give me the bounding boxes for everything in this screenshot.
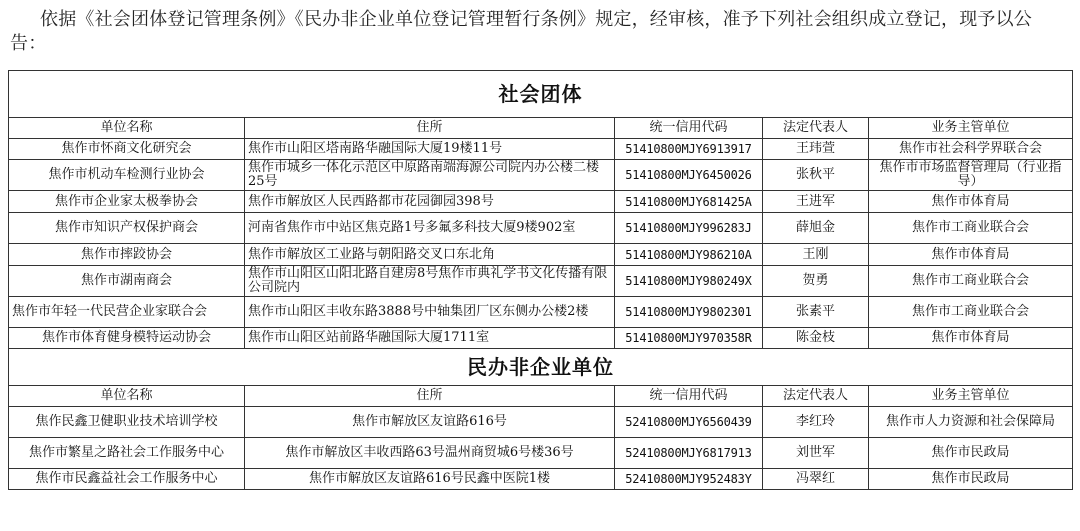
credit-code-cell: 51410800MJY6450026 — [615, 160, 763, 191]
column-header: 业务主管单位 — [869, 386, 1073, 407]
legal-rep-cell: 贺勇 — [763, 266, 869, 297]
legal-rep-cell: 冯翠红 — [763, 469, 869, 490]
table-row — [9, 160, 1073, 191]
credit-code-cell: 51410800MJY681425A — [615, 191, 763, 213]
supervisor-cell: 焦作市民政局 — [869, 438, 1073, 469]
address-cell: 焦作市山阳区站前路华融国际大厦1711室 — [245, 328, 615, 349]
column-header: 单位名称 — [9, 386, 245, 407]
org-name-cell: 焦作市机动车检测行业协会 — [9, 160, 245, 191]
announcement-intro: 依据《社会团体登记管理条例》《民办非企业单位登记管理暂行条例》规定，经审核，准予下列社会组织成立登记，现予以公告： — [10, 9, 1032, 54]
address-cell: 焦作市解放区丰收西路63号温州商贸城6号楼36号 — [245, 438, 615, 469]
column-header: 统一信用代码 — [615, 118, 763, 139]
section-title: 民办非企业单位 — [9, 349, 1073, 386]
supervisor-cell: 焦作市体育局 — [869, 328, 1073, 349]
table-row — [9, 469, 1073, 490]
column-header: 单位名称 — [9, 118, 245, 139]
legal-rep-cell: 王进军 — [763, 191, 869, 213]
column-header: 法定代表人 — [763, 118, 869, 139]
org-name-cell: 焦作市企业家太极拳协会 — [9, 191, 245, 213]
credit-code-cell: 52410800MJY6817913 — [615, 438, 763, 469]
credit-code-cell: 51410800MJY996283J — [615, 213, 763, 244]
credit-code-cell: 51410800MJY980249X — [615, 266, 763, 297]
table-row — [9, 438, 1073, 469]
header-row — [9, 118, 1073, 139]
section-title-row — [9, 349, 1073, 386]
supervisor-cell: 焦作市工商业联合会 — [869, 266, 1073, 297]
org-name-cell: 焦作市民鑫益社会工作服务中心 — [9, 469, 245, 490]
address-cell: 焦作市山阳区塔南路华融国际大厦19楼11号 — [245, 139, 615, 160]
org-name-cell: 焦作市年轻一代民营企业家联合会 — [9, 297, 245, 328]
address-cell: 焦作市解放区友谊路616号 — [245, 407, 615, 438]
legal-rep-cell: 薛旭金 — [763, 213, 869, 244]
address-cell: 河南省焦作市中站区焦克路1号多氟多科技大厦9楼902室 — [245, 213, 615, 244]
legal-rep-cell: 王刚 — [763, 244, 869, 266]
table-row — [9, 297, 1073, 328]
header-row — [9, 386, 1073, 407]
legal-rep-cell: 李红玲 — [763, 407, 869, 438]
address-cell: 焦作市解放区友谊路616号民鑫中医院1楼 — [245, 469, 615, 490]
supervisor-cell: 焦作市工商业联合会 — [869, 213, 1073, 244]
registration-table — [8, 70, 1073, 490]
address-cell: 焦作市山阳区丰收东路3888号中轴集团厂区东侧办公楼2楼 — [245, 297, 615, 328]
column-header: 住所 — [245, 118, 615, 139]
supervisor-cell: 焦作市人力资源和社会保障局 — [869, 407, 1073, 438]
credit-code-cell: 51410800MJY970358R — [615, 328, 763, 349]
address-cell: 焦作市城乡一体化示范区中原路南端海源公司院内办公楼二楼25号 — [245, 160, 615, 191]
org-name-cell: 焦作市体育健身模特运动协会 — [9, 328, 245, 349]
table-row — [9, 191, 1073, 213]
credit-code-cell: 52410800MJY6560439 — [615, 407, 763, 438]
credit-code-cell: 52410800MJY952483Y — [615, 469, 763, 490]
supervisor-cell: 焦作市体育局 — [869, 191, 1073, 213]
column-header: 业务主管单位 — [869, 118, 1073, 139]
supervisor-cell: 焦作市体育局 — [869, 244, 1073, 266]
table-row — [9, 244, 1073, 266]
table-row — [9, 407, 1073, 438]
org-name-cell: 焦作市摔跤协会 — [9, 244, 245, 266]
credit-code-cell: 51410800MJY6913917 — [615, 139, 763, 160]
table-row — [9, 328, 1073, 349]
table-row — [9, 213, 1073, 244]
supervisor-cell: 焦作市民政局 — [869, 469, 1073, 490]
legal-rep-cell: 张素平 — [763, 297, 869, 328]
credit-code-cell: 51410800MJY986210A — [615, 244, 763, 266]
registration-table-wrapper — [8, 70, 1072, 490]
section-title: 社会团体 — [9, 71, 1073, 118]
org-name-cell: 焦作民鑫卫健职业技术培训学校 — [9, 407, 245, 438]
credit-code-cell: 51410800MJY9802301 — [615, 297, 763, 328]
section-title-row — [9, 71, 1073, 118]
column-header: 统一信用代码 — [615, 386, 763, 407]
legal-rep-cell: 张秋平 — [763, 160, 869, 191]
supervisor-cell: 焦作市市场监督管理局（行业指导） — [869, 160, 1073, 191]
org-name-cell: 焦作市繁星之路社会工作服务中心 — [9, 438, 245, 469]
address-cell: 焦作市解放区人民西路都市花园御园398号 — [245, 191, 615, 213]
column-header: 法定代表人 — [763, 386, 869, 407]
table-row — [9, 266, 1073, 297]
legal-rep-cell: 王玮萱 — [763, 139, 869, 160]
legal-rep-cell: 陈金枝 — [763, 328, 869, 349]
org-name-cell: 焦作市知识产权保护商会 — [9, 213, 245, 244]
supervisor-cell: 焦作市社会科学界联合会 — [869, 139, 1073, 160]
address-cell: 焦作市山阳区山阳北路自建房8号焦作市典礼学书文化传播有限公司院内 — [245, 266, 615, 297]
org-name-cell: 焦作市湖南商会 — [9, 266, 245, 297]
supervisor-cell: 焦作市工商业联合会 — [869, 297, 1073, 328]
table-row — [9, 139, 1073, 160]
legal-rep-cell: 刘世军 — [763, 438, 869, 469]
column-header: 住所 — [245, 386, 615, 407]
org-name-cell: 焦作市怀商文化研究会 — [9, 139, 245, 160]
address-cell: 焦作市解放区工业路与朝阳路交叉口东北角 — [245, 244, 615, 266]
